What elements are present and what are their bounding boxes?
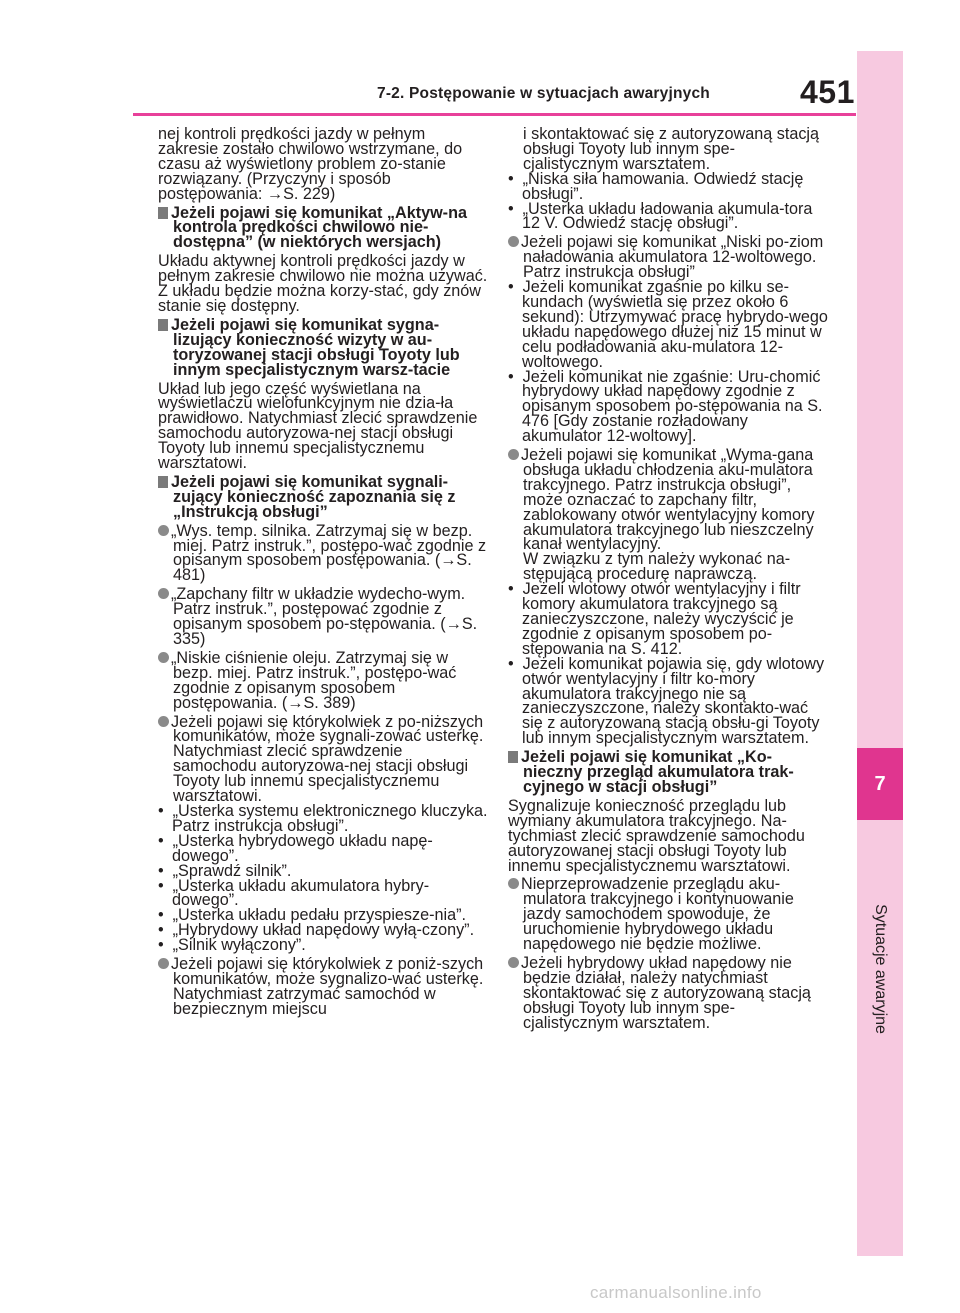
circle-item: Nieprzeprowadzenie przeglądu aku-mulatora trakcyjnego i kontynuowanie jazdy samochodem spowoduje, że uruchomienie hybrydowego układu napędowego nie będzie możliwe. bbox=[508, 877, 830, 952]
paragraph: W związku z tym należy wykonać na-stępującą procedurę naprawczą. bbox=[523, 550, 791, 584]
paragraph: Układ lub jego część wyświetlana na wyświetlaczu wielofunkcyjnym nie dzia-ła prawidłowo. Natychmiast zlecić sprawdzenie samochodu autoryzowa-nej stacji obsługi Toyoty lub innemu specjalistycznemu warsztatowi. bbox=[158, 379, 478, 473]
page-number: 451 bbox=[800, 74, 855, 110]
list-item: • „Usterka układu akumulatora hybry-dowego”. bbox=[158, 876, 430, 910]
paragraph: Układu aktywnej kontroli prędkości jazdy w pełnym zakresie chwilowo nie można używać. Z układu będzie można korzy-stać, gdy znów stanie się dostępny. bbox=[158, 252, 488, 315]
square-bullet-icon bbox=[158, 476, 168, 488]
subheading: Jeżeli pojawi się komunikat „Aktyw-na kontrola prędkości chwilowo nie-dostępna” (w niektórych wersjach) bbox=[158, 206, 488, 251]
section-title: 7-2. Postępowanie w sytuacjach awaryjnych bbox=[377, 85, 710, 102]
circle-bullet-icon bbox=[158, 588, 169, 599]
circle-item: Jeżeli pojawi się którykolwiek z poniż-szych komunikatów, może sygnalizo-wać usterkę. Natychmiast zatrzymać samochód w bezpiecznym miejscu bbox=[158, 957, 488, 1017]
list-item: • „Usterka układu ładowania akumula-tora 12 V. Odwiedź stację obsługi”. bbox=[508, 199, 813, 233]
circle-bullet-icon bbox=[508, 449, 519, 460]
list-item: • „Usterka układu pedału przyspiesze-nia”. bbox=[158, 906, 466, 925]
circle-item: „Wys. temp. silnika. Zatrzymaj się w bezp. miej. Patrz instruk.”, postępo-wać zgodnie z opisanym sposobem postępowania. (→S. 481) bbox=[158, 524, 488, 584]
circle-bullet-icon bbox=[508, 236, 519, 247]
list-item: • Jeżeli wlotowy otwór wentylacyjny i filtr komory akumulatora trakcyjnego są zanieczyszczone, należy wyczyścić je zgodnie z opisanym sposobem po-stępowania na S. 412. bbox=[508, 580, 801, 658]
paragraph: Sygnalizuje konieczność przeglądu lub wymiany akumulatora trakcyjnego. Na-tychmiast zlecić sprawdzenie samochodu autoryzowanej stacji obsługi Toyoty lub innemu specjalistycznemu warsztatowi. bbox=[508, 796, 805, 875]
circle-bullet-icon bbox=[508, 957, 519, 968]
circle-bullet-icon bbox=[158, 652, 169, 663]
square-bullet-icon bbox=[158, 207, 168, 219]
circle-bullet-icon bbox=[158, 716, 169, 727]
list-item: • Jeżeli komunikat pojawia się, gdy wlotowy otwór wentylacyjny i filtr ko-mory akumulatora trakcyjnego nie są zanieczyszczone, należy skontakto-wać się z autoryzowaną stacją obsłu-gi Toyoty lub innym specjalistycznym warsztatem. bbox=[508, 654, 825, 748]
subheading: Jeżeli pojawi się komunikat sygnali-zujący konieczność zapoznania się z „Instrukcją obsługi” bbox=[158, 475, 488, 520]
paragraph: nej kontroli prędkości jazdy w pełnym zakresie zostało chwilowo wstrzymane, do czasu aż wyświetlony problem zo-stanie rozwiązany. (Przyczyny i sposób postępowania: →S. 229) bbox=[158, 125, 463, 203]
list-item: • Jeżeli komunikat zgaśnie po kilku se-kundach (wyświetla się przez około 6 sekund): Utrzymywać pracę hybrydo-wego układu napędowego dłużej niż 15 minut w celu podładowania aku-mulatora 12-woltowego. bbox=[508, 278, 828, 371]
paragraph: i skontaktować się z autoryzowaną stacją obsługi Toyoty lub innym spe-cjalistycznym warsztatem. bbox=[523, 125, 820, 173]
left-column bbox=[158, 127, 488, 1017]
list-item: • Jeżeli komunikat nie zgaśnie: Uru-chomić hybrydowy układ napędowy zgodnie z opisanym sposobem po-stępowania na S. 476 [Gdy zostanie rozładowany akumulator 12-woltowy]. bbox=[508, 367, 823, 446]
chapter-number: 7 bbox=[857, 748, 903, 820]
chapter-label: Sytuacje awaryjne bbox=[872, 904, 889, 1034]
right-column bbox=[508, 127, 830, 1030]
list-item: • „Hybrydowy układ napędowy wyłą-czony”. bbox=[158, 921, 475, 940]
circle-item: „Niskie ciśnienie oleju. Zatrzymaj się w bezp. miej. Patrz instruk.”, postępo-wać zgodnie z opisanym sposobem postępowania. (→S. 389) bbox=[158, 651, 488, 711]
circle-bullet-icon bbox=[508, 878, 519, 889]
side-tab bbox=[857, 51, 903, 1256]
list-item: • „Usterka hybrydowego układu napę-dowego”. bbox=[158, 831, 433, 865]
square-bullet-icon bbox=[158, 319, 168, 331]
list-item: • „Sprawdź silnik”. bbox=[158, 861, 292, 880]
circle-bullet-icon bbox=[158, 958, 169, 969]
circle-item: Jeżeli pojawi się komunikat „Niski po-ziom naładowania akumulatora 12-woltowego. Patrz instrukcja obsługi” bbox=[508, 235, 830, 280]
square-bullet-icon bbox=[508, 751, 518, 763]
list-item: • „Silnik wyłączony”. bbox=[158, 936, 306, 955]
list-item: • „Usterka systemu elektronicznego kluczyka. Patrz instrukcja obsługi”. bbox=[158, 801, 488, 835]
subheading: Jeżeli pojawi się komunikat „Ko-nieczny przegląd akumulatora trak-cyjnego w stacji obsługi” bbox=[508, 750, 830, 795]
page-header bbox=[0, 0, 960, 120]
watermark: carmanualsonline.info bbox=[590, 1283, 762, 1302]
circle-item: Jeżeli pojawi się którykolwiek z po-niższych komunikatów, może sygnali-zować usterkę. Natychmiast zlecić sprawdzenie samochodu autoryzowa-nej stacji obsługi Toyoty lub innemu specjalistycznemu warsztatowi. bbox=[158, 715, 488, 804]
circle-item: Jeżeli hybrydowy układ napędowy nie będzie działał, należy natychmiast skontaktować się z autoryzowaną stacją obsługi Toyoty lub innym spe-cjalistycznym warsztatem. bbox=[508, 956, 830, 1031]
circle-item: Jeżeli pojawi się komunikat „Wyma-gana obsługa układu chłodzenia aku-mulatora trakcyjnego. Patrz instrukcja obsługi”, może oznaczać to zapchany filtr, zablokowany otwór wentylacyjny komory akumulatora trakcyjnego lub nieszczelny kanał wentylacyjny. bbox=[508, 448, 830, 552]
list-item: • „Niska siła hamowania. Odwiedź stację obsługi”. bbox=[508, 169, 804, 203]
header-rule bbox=[133, 113, 856, 116]
circle-bullet-icon bbox=[158, 525, 169, 536]
circle-item: „Zapchany filtr w układzie wydecho-wym. Patrz instruk.”, postępować zgodnie z opisanym sposobem po-stępowania. (→S. 335) bbox=[158, 587, 488, 647]
subheading: Jeżeli pojawi się komunikat sygna-lizujący konieczność wizyty w au-toryzowanej stacji obsługi Toyoty lub innym specjalistycznym warsz-tacie bbox=[158, 318, 488, 378]
